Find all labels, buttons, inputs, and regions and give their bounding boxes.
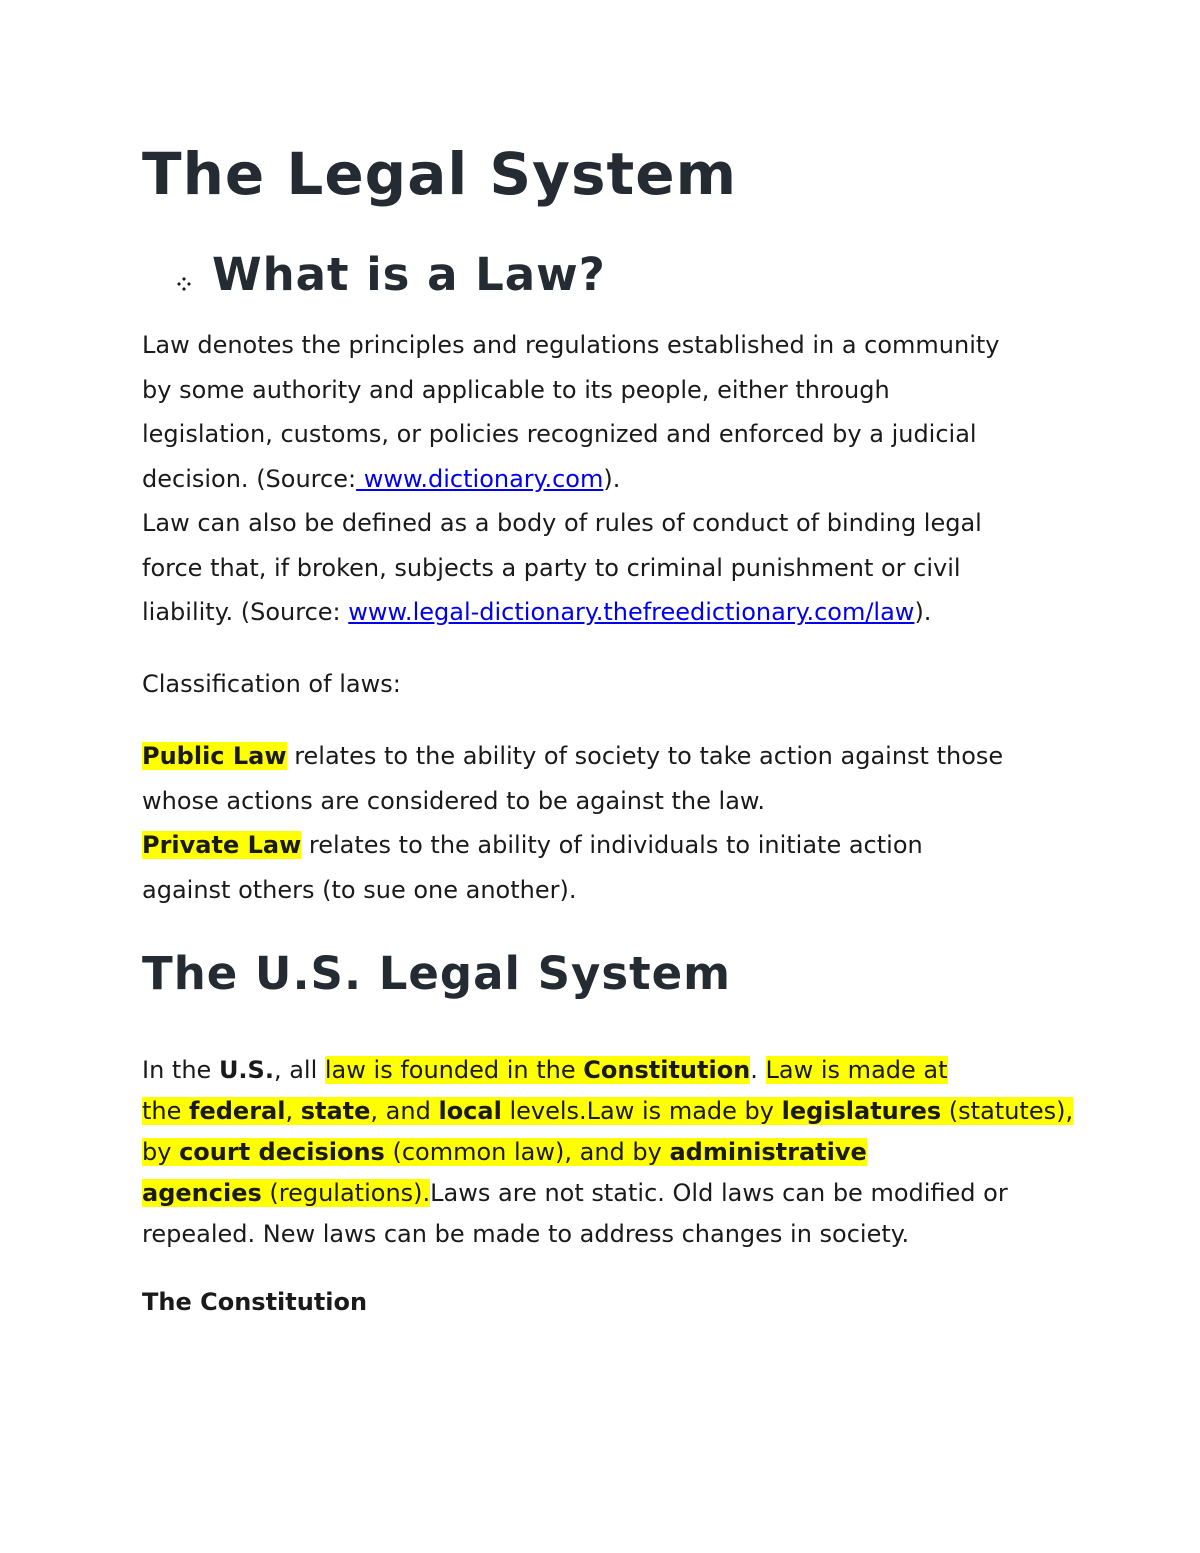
law-definition-block: [142, 323, 1092, 635]
bold-term: Constitution: [583, 1056, 751, 1084]
public-law-term: Public Law: [142, 742, 287, 770]
line-text: Laws are not static. Old laws can be modified or: [430, 1179, 1008, 1207]
bold-term: court decisions: [179, 1138, 385, 1166]
highlighted-text: (regulations).: [261, 1179, 431, 1207]
line-text: ).: [603, 464, 621, 493]
paragraph-line: [142, 1091, 1092, 1132]
us-legal-system-heading: The U.S. Legal System: [142, 947, 732, 1000]
private-law-term: Private Law: [142, 831, 302, 859]
highlighted-text: the: [142, 1097, 190, 1125]
what-is-law-heading-text: What is a Law?: [212, 248, 606, 301]
classification-label-block: [142, 662, 1092, 707]
line-text: relates to the ability of society to take action against those: [286, 742, 1004, 770]
us-legal-system-paragraph: [142, 1050, 1092, 1255]
highlighted-text: (statutes),: [941, 1097, 1074, 1125]
highlighted-text: levels.Law is made by: [501, 1097, 782, 1125]
paragraph-line: [142, 590, 1092, 635]
bold-term: agencies: [142, 1179, 262, 1207]
line-text: relates to the ability of individuals to initiate action: [301, 831, 923, 859]
highlighted-text: law is founded in the: [324, 1056, 584, 1084]
bold-term: local: [438, 1097, 502, 1125]
bold-term: federal: [189, 1097, 286, 1125]
paragraph-line: Law can also be defined as a body of rules of conduct of binding legal: [142, 509, 982, 537]
bold-term: administrative: [669, 1138, 867, 1166]
paragraph-line: legislation, customs, or policies recognized and enforced by a judicial: [142, 420, 977, 448]
line-text: liability. (Source:: [142, 598, 349, 626]
constitution-heading: The Constitution: [142, 1288, 368, 1316]
paragraph-line: by some authority and applicable to its people, either through: [142, 375, 890, 404]
highlighted-text: by: [142, 1138, 180, 1166]
line-text: .: [750, 1056, 766, 1084]
document-title: The Legal System: [142, 140, 738, 208]
dictionary-link[interactable]: www.dictionary.com: [356, 464, 604, 493]
highlighted-text: Law is made at: [765, 1056, 948, 1084]
what-is-law-heading: [176, 248, 606, 301]
classification-label: Classification of laws:: [142, 670, 401, 698]
line-text: In the: [142, 1056, 219, 1084]
diamond-bullet-icon: [176, 276, 192, 292]
classification-block: [142, 734, 1092, 912]
highlighted-text: (common law), and by: [384, 1138, 670, 1166]
bold-term: U.S.: [218, 1056, 274, 1084]
paragraph-line: against others (to sue one another).: [142, 875, 577, 904]
highlighted-text: , and: [370, 1097, 439, 1125]
paragraph-line: [142, 734, 1092, 779]
paragraph-line: [142, 1132, 1092, 1173]
paragraph-line: Law denotes the principles and regulations established in a community: [142, 331, 1000, 359]
line-text: , all: [273, 1056, 325, 1084]
line-text: ).: [914, 598, 932, 626]
paragraph-line: repealed. New laws can be made to address changes in society.: [142, 1220, 910, 1248]
paragraph-line: [142, 823, 1092, 868]
paragraph-line: force that, if broken, subjects a party to criminal punishment or civil: [142, 553, 961, 582]
paragraph-line: whose actions are considered to be against the law.: [142, 786, 765, 815]
bold-term: state: [300, 1097, 371, 1125]
highlighted-text: ,: [285, 1097, 301, 1125]
bold-term: legislatures: [781, 1097, 942, 1125]
paragraph-line: [142, 457, 1092, 502]
free-dictionary-link[interactable]: www.legal-dictionary.thefreedictionary.com/law: [348, 598, 915, 626]
line-text: decision. (Source:: [142, 464, 357, 493]
paragraph-line: [142, 1050, 1092, 1091]
paragraph-line: [142, 1173, 1092, 1214]
